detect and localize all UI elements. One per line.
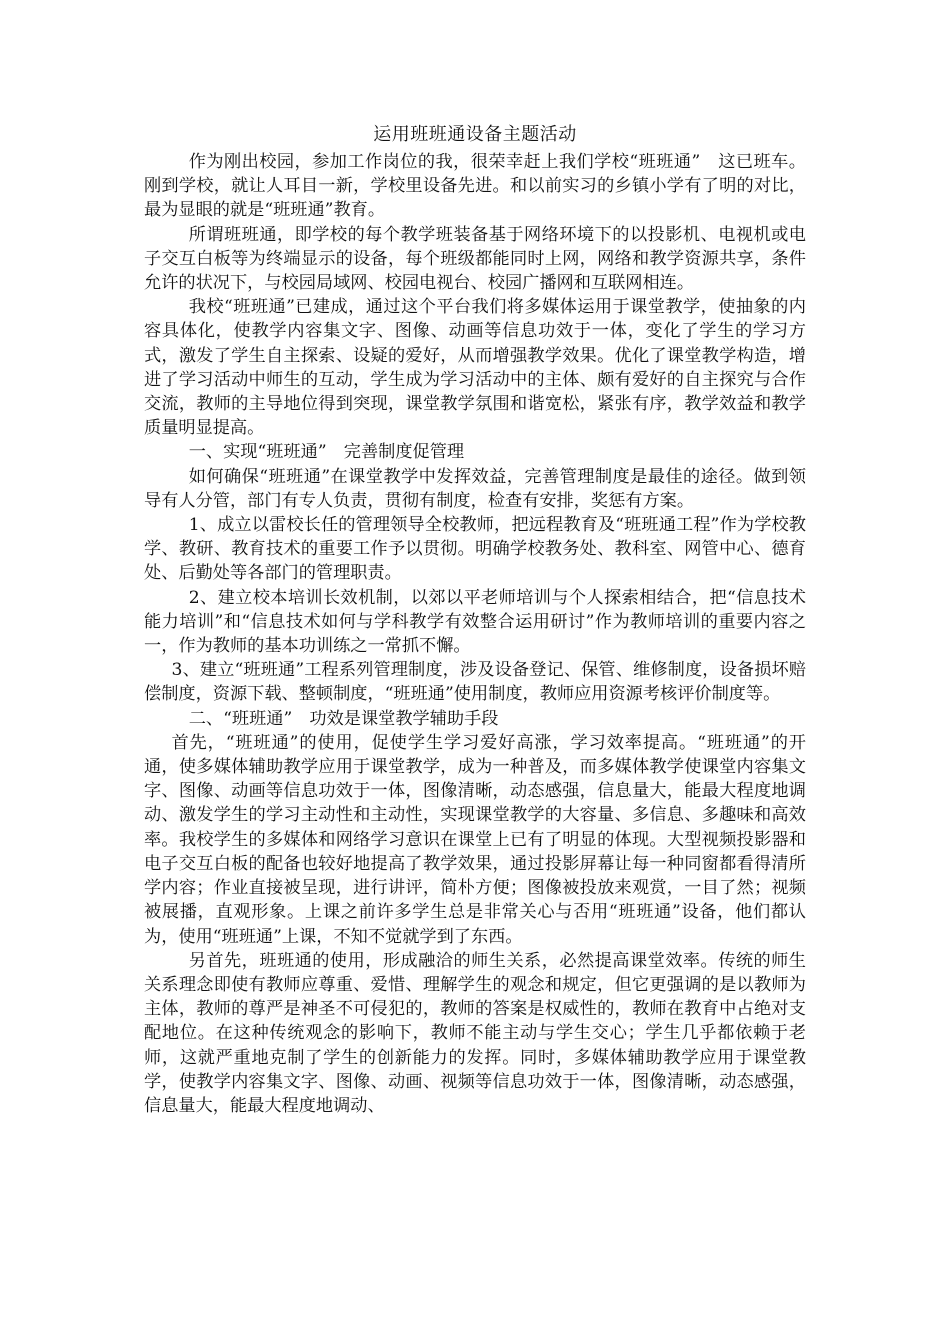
list-item-2: 2、建立校本培训长效机制，以郊以平老师培训与个人探索相结合，把“信息技术能力培训”和“信息技术如何与学科教学有效整合运用研讨”作为教师培训的重要内容之一，作为教师的基本功训练之一常抓不懈。 <box>144 587 806 657</box>
list-item-3: 3、建立“班班通”工程系列管理制度，涉及设备登记、保管、维修制度，设备损坏赔偿制度，资源下载、整顿制度，“班班通”使用制度，教师应用资源考核评价制度等。 <box>144 660 806 705</box>
document-body <box>144 150 806 1118</box>
paragraph-intro: 作为刚出校园，参加工作岗位的我，很荣幸赶上我们学校“班班通” 这已班车。刚到学校，就让人耳目一新，学校里设备先进。和以前实习的乡镇小学有了明的对比，最为显眼的就是“班班通”教育。 <box>144 152 806 221</box>
paragraph-definition: 所谓班班通，即学校的每个教学班装备基于网络环境下的以投影机、电视机或电子交互白板等为终端显示的设备，每个班级都能同时上网，网络和教学资源共享，条件允许的状况下，与校园局域网、校园电视台、校园广播网和互联网相连。 <box>144 224 806 294</box>
section-heading-1: 一、实现“班班通” 完善制度促管理 <box>188 442 465 463</box>
document-title: 运用班班通设备主题活动 <box>373 124 577 145</box>
paragraph-second-point: 另首先，班班通的使用，形成融洽的师生关系，必然提高课堂效率。传统的师生关系理念即使有教师应尊重、爱惜、理解学生的观念和规定，但它更强调的是以教师为主体，教师的尊严是神圣不可侵犯的，教师的答案是权威性的，教师在教育中占绝对支配地位。在这种传统观念的影响下，教师不能主动与学生交心；学生几乎都依赖于老师，这就严重地克制了学生的创新能力的发挥。同时，多媒体辅助教学应用于课堂教学，使教学内容集文字、图像、动画、视频等信息功效于一体，图像清晰，动态感强，信息量大，能最大程度地调动、 <box>144 950 806 1116</box>
paragraph-first-point: 首先，“班班通”的使用，促使学生学习爱好高涨，学习效率提高。“班班通”的开通，使多媒体辅助教学应用于课堂教学，成为一种普及，而多媒体教学使课堂内容集文字、图像、动画等信息功效于一体，图像清晰，动态感强，信息量大，能最大程度地调动、激发学生的学习主动性和主动性，实现课堂教学的大容量、多信息、多趣味和高效率。我校学生的多媒体和网络学习意识在课堂上已有了明显的体现。大型视频投影器和电子交互白板的配备也较好地提高了教学效果，通过投影屏幕让每一种同窗都看得清所学内容；作业直接被呈现，进行讲评，简朴方便；图像被投放来观赏，一目了然；视频被展播，直观形象。上课之前许多学生总是非常关心与否用“班班通”设备，他们都认为，使用“班班通”上课，不知不觉就学到了东西。 <box>144 732 806 947</box>
paragraph-management: 如何确保“班班通”在课堂教学中发挥效益，完善管理制度是最佳的途径。做到领导有人分管，部门有专人负责，贯彻有制度，检查有安排，奖惩有方案。 <box>144 466 806 511</box>
list-item-1: 1、成立以雷校长任的管理领导全校教师，把远程教育及“班班通工程”作为学校教学、教研、教育技术的重要工作予以贯彻。明确学校教务处、教科室、网管中心、德育处、后勤处等各部门的管理职责。 <box>144 515 806 584</box>
section-heading-2: 二、“班班通” 功效是课堂教学辅助手段 <box>188 708 499 729</box>
paragraph-overview: 我校“班班通”已建成，通过这个平台我们将多媒体运用于课堂教学，使抽象的内容具体化，使教学内容集文字、图像、动画等信息功效于一体，变化了学生的学习方式，激发了学生自主探索、设疑的爱好，从而增强教学效果。优化了课堂教学构造，增进了学习活动中师生的互动，学生成为学习活动中的主体、颇有爱好的自主探究与合作交流，教师的主导地位得到突现，课堂教学氛围和谐宽松，紧张有序，教学效益和教学质量明显提高。 <box>144 297 806 439</box>
